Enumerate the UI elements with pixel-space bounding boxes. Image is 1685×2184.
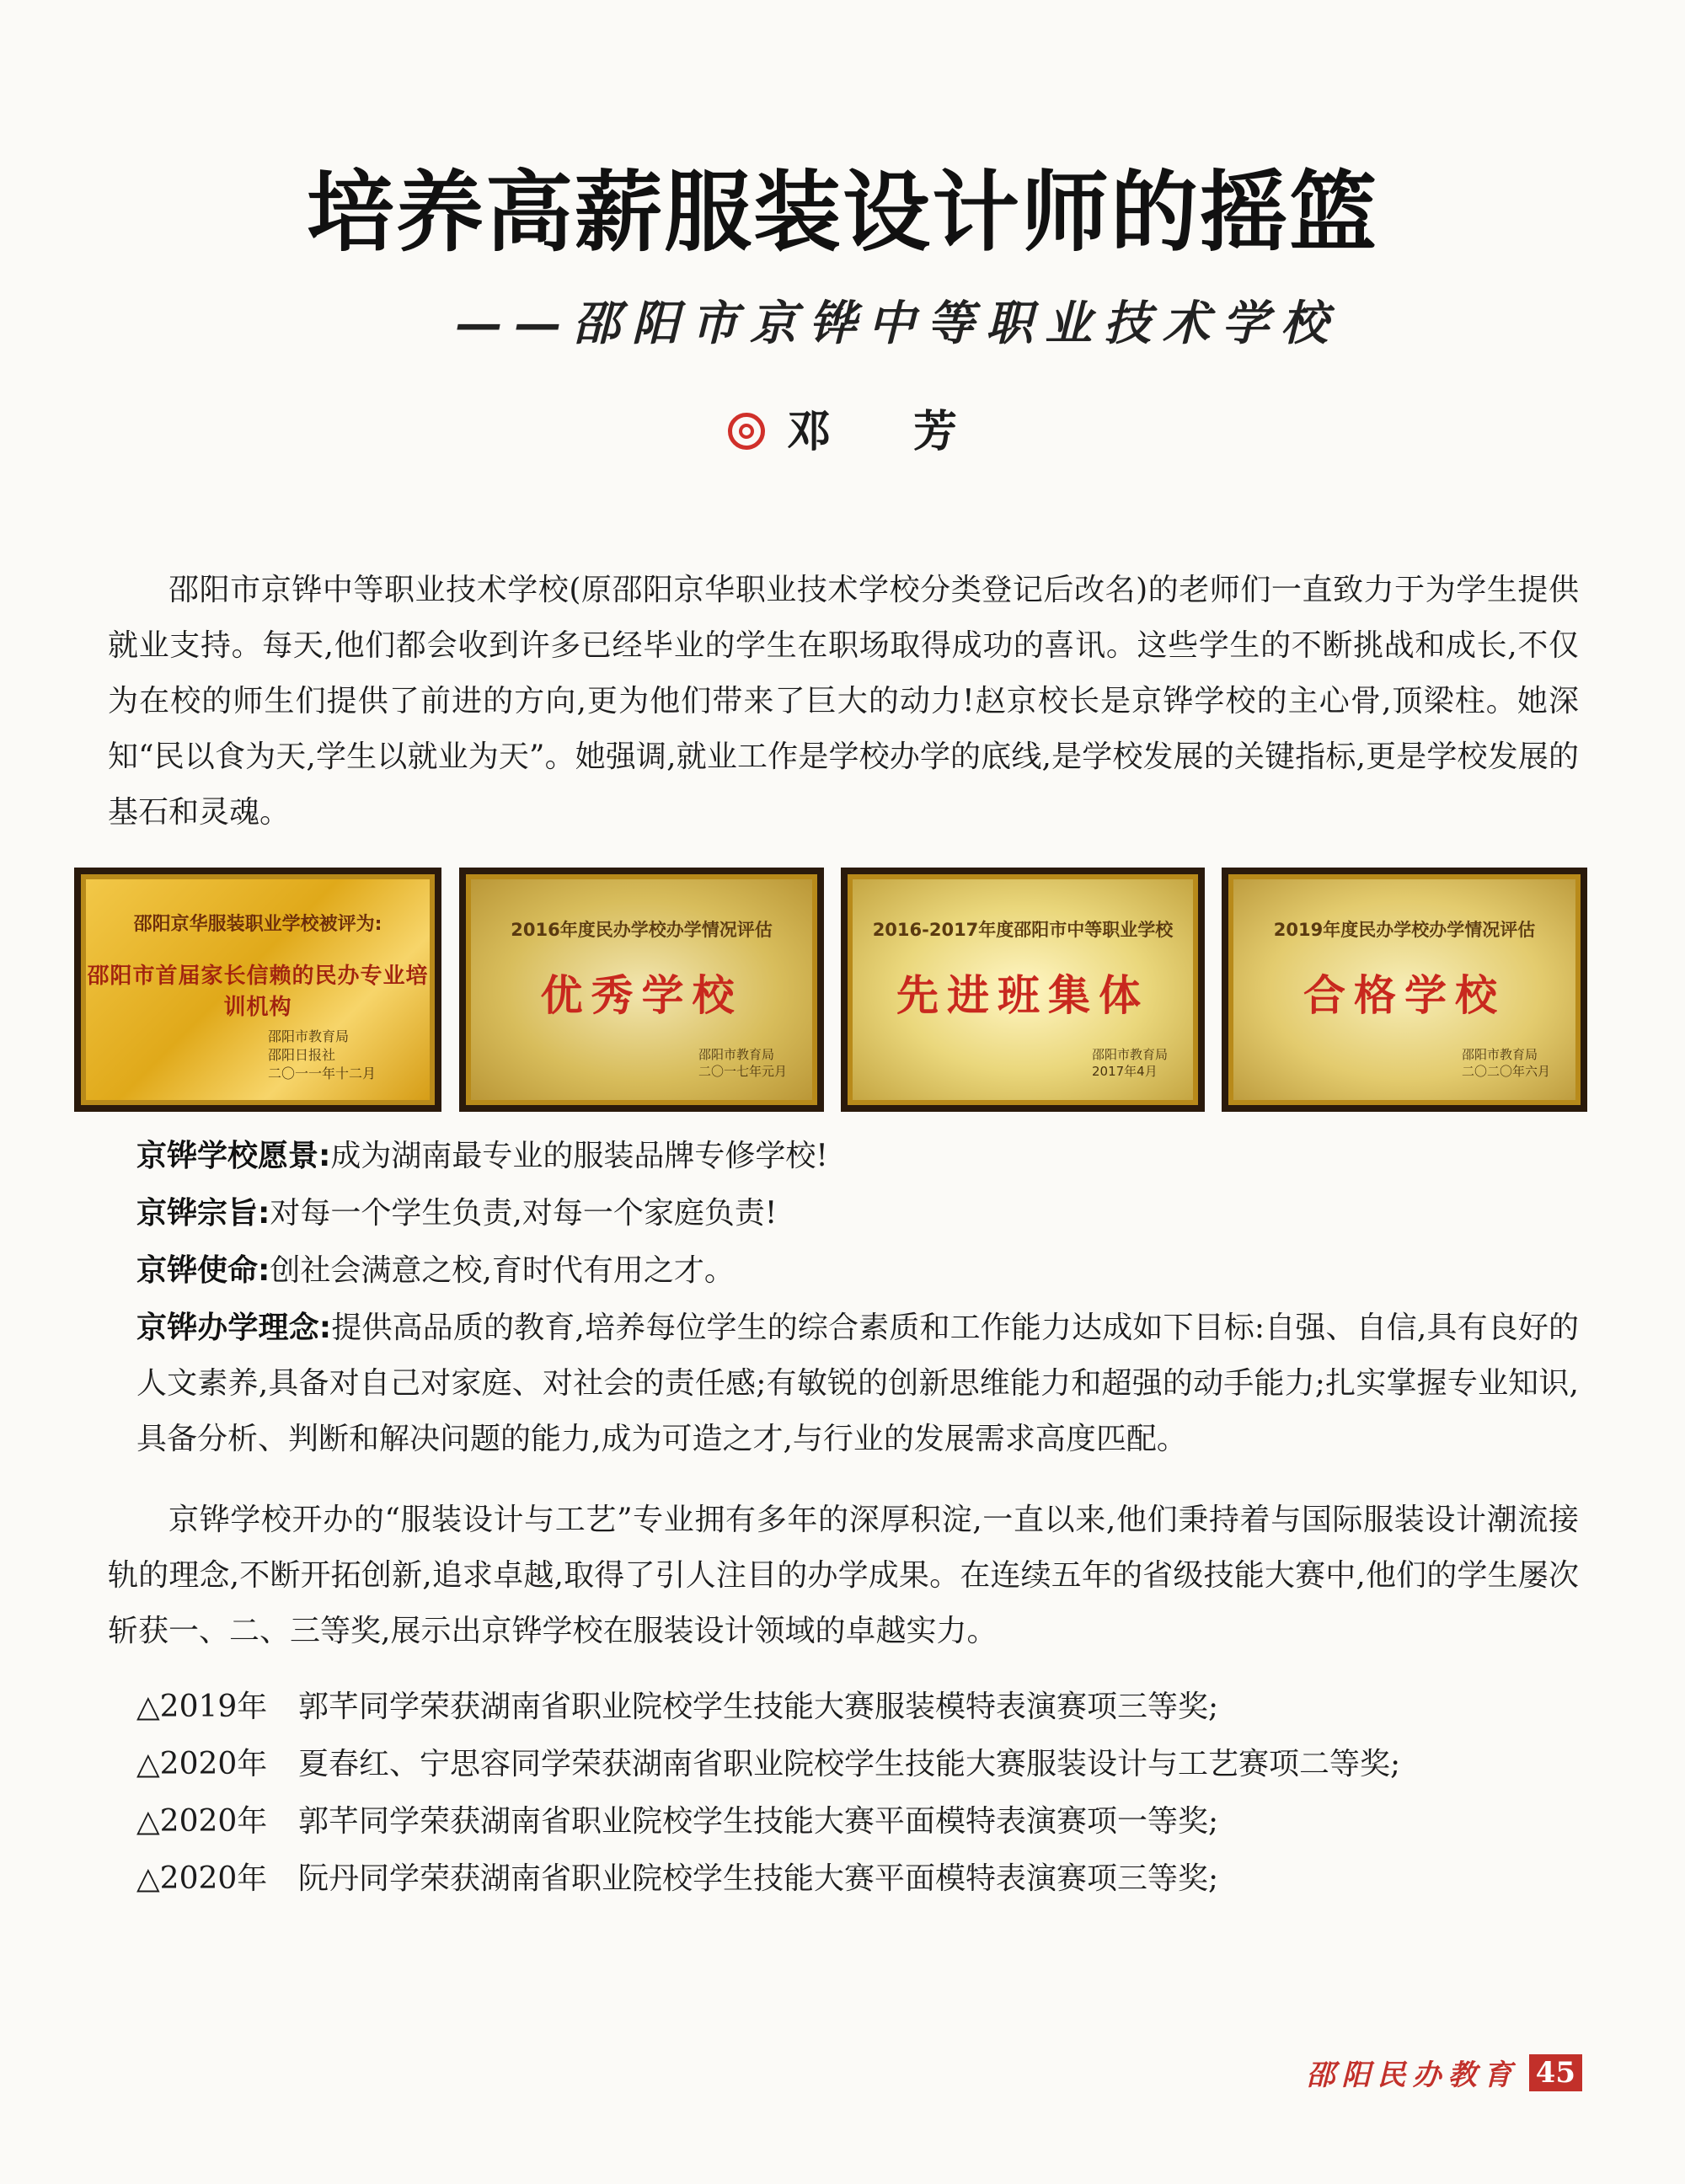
award-text: 郭芊同学荣获湖南省职业院校学生技能大赛平面模特表演赛项一等奖; <box>298 1804 1219 1839</box>
vision-text: 成为湖南最专业的服装品牌专修学校! <box>330 1139 828 1173</box>
vision-statement <box>136 1129 1579 1184</box>
plaque-title: 合格学校 <box>1303 971 1506 1020</box>
philosophy-label: 京铧办学理念: <box>136 1311 332 1345</box>
plaque-image <box>1222 868 1587 1112</box>
author-line <box>0 396 1685 459</box>
philosophy-statement <box>136 1300 1579 1467</box>
program-paragraph: 京铧学校开办的“服装设计与工艺”专业拥有多年的深厚积淀,一直以来,他们秉持着与国际服装设计潮流接轨的理念,不断开拓创新,追求卓越,取得了引人注目的办学成果。在连续五年的省级技能大赛中,他们的学生屡次斩获一、二、三等奖,展示出京铧学校在服装设计领域的卓越实力。 <box>108 1503 1579 1648</box>
mission-text: 创社会满意之校,育时代有用之才。 <box>270 1253 735 1288</box>
plaque-heading: 2019年度民办学校办学情况评估 <box>1273 920 1536 940</box>
plaque-image <box>459 868 824 1112</box>
plaque-title: 优秀学校 <box>540 971 743 1020</box>
award-text: 郭芊同学荣获湖南省职业院校学生技能大赛服装模特表演赛项三等奖; <box>298 1690 1219 1724</box>
award-year: △2020年 <box>136 1861 268 1896</box>
plaque-title: 先进班集体 <box>896 971 1149 1020</box>
intro-paragraph: 邵阳市京铧中等职业技术学校(原邵阳京华职业技术学校分类登记后改名)的老师们一直致力于为学生提供就业支持。每天,他们都会收到许多已经毕业的学生在职场取得成功的喜讯。这些学生的不断挑战和成长,不仅为在校的师生们提供了前进的方向,更为他们带来了巨大的动力!赵京校长是京铧学校的主心骨,顶梁柱。她深知“民以食为天,学生以就业为天”。她强调,就业工作是学校办学的底线,是学校发展的关键指标,更是学校发展的基石和灵魂。 <box>108 573 1579 830</box>
plaque-issuer-line: 邵阳市教育局 <box>698 1047 774 1062</box>
tenet-label: 京铧宗旨: <box>136 1196 270 1231</box>
plaque-date: 2017年4月 <box>1091 1064 1158 1079</box>
plaque-image <box>841 868 1205 1112</box>
vision-label: 京铧学校愿景: <box>136 1139 331 1173</box>
article-subtitle: ——邵阳市京铧中等职业技术学校 <box>455 296 1340 351</box>
award-item <box>136 1794 1579 1850</box>
page-footer <box>1307 2052 1582 2093</box>
award-year: △2019年 <box>136 1690 268 1724</box>
plaque-date: 二〇一一年十二月 <box>267 1065 376 1081</box>
award-text: 阮丹同学荣获湖南省职业院校学生技能大赛平面模特表演赛项三等奖; <box>298 1861 1219 1896</box>
plaque-date: 二〇二〇年六月 <box>1461 1064 1550 1079</box>
award-item <box>136 1679 1579 1735</box>
mission-statement <box>136 1243 1579 1299</box>
plaque-issuer-line: 邵阳日报社 <box>267 1047 335 1063</box>
plaque-date: 二〇一七年元月 <box>698 1064 787 1079</box>
double-circle-icon <box>728 413 765 450</box>
tenet-statement <box>136 1186 1579 1242</box>
award-year: △2020年 <box>136 1804 268 1839</box>
article-title: 培养高薪服装设计师的摇篮 <box>306 160 1378 264</box>
plaque-image <box>74 868 441 1112</box>
plaque-issuer <box>1462 1046 1550 1080</box>
plaque-title: 邵阳市首届家长信赖的民办专业培训机构 <box>87 964 429 1020</box>
award-year: △2020年 <box>136 1747 268 1781</box>
award-plaques-photo <box>74 868 1587 1112</box>
mission-label: 京铧使命: <box>136 1253 270 1288</box>
award-item <box>136 1851 1579 1907</box>
philosophy-text: 提供高品质的教育,培养每位学生的综合素质和工作能力达成如下目标:自强、自信,具有良好的人文素养,具备对自己对家庭、对社会的责任感;有敏锐的创新思维能力和超强的动手能力;扎实掌握专业知识,具备分析、判断和解决问题的能力,成为可造之才,与行业的发展需求高度匹配。 <box>136 1311 1579 1456</box>
plaque-issuer-line: 邵阳市教育局 <box>1461 1047 1538 1062</box>
plaque-issuer <box>268 1028 376 1083</box>
plaque-heading: 2016年度民办学校办学情况评估 <box>511 920 773 940</box>
plaque-heading: 2016-2017年度邵阳市中等职业学校 <box>872 920 1174 940</box>
award-item <box>136 1737 1579 1792</box>
plaque-issuer-line: 邵阳市教育局 <box>1091 1047 1168 1062</box>
author-name: 邓 芳 <box>786 406 992 457</box>
plaque-heading: 邵阳京华服装职业学校被评为: <box>133 914 382 935</box>
tenet-text: 对每一个学生负责,对每一个家庭负责! <box>270 1196 778 1231</box>
plaque-issuer <box>698 1046 787 1080</box>
page-number: 45 <box>1529 2054 1582 2091</box>
plaque-issuer-line: 邵阳市教育局 <box>267 1028 349 1044</box>
magazine-name: 邵阳民办教育 <box>1306 2059 1519 2092</box>
plaque-issuer <box>1092 1046 1168 1080</box>
award-text: 夏春红、宁思容同学荣获湖南省职业院校学生技能大赛服装设计与工艺赛项二等奖; <box>298 1747 1401 1781</box>
